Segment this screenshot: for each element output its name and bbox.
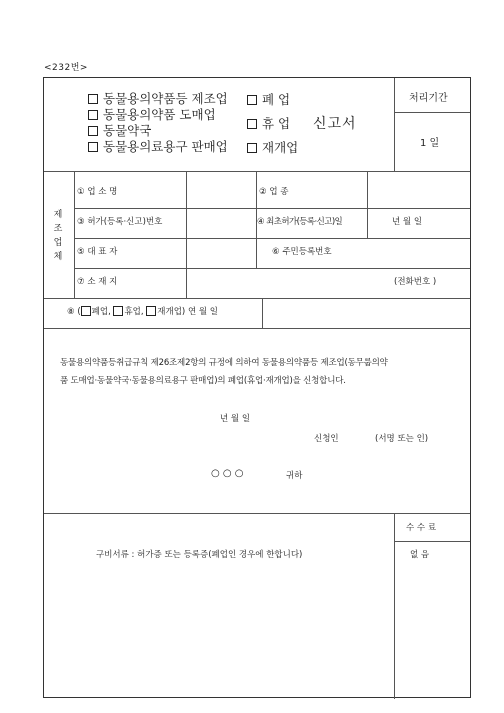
divider: [186, 268, 187, 298]
divider: [74, 268, 470, 269]
report-type-reopening: 재개업: [247, 138, 298, 156]
field-representative-label: ⑤ 대 표 자: [77, 247, 118, 257]
divider: [262, 298, 263, 328]
field-event-date-label: ⑧ ( 폐업, 휴업, 재개업) 연 월 일: [67, 307, 218, 317]
divider: [74, 208, 470, 209]
processing-period-value: 1 일: [420, 138, 440, 149]
field-first-license-date-label: ④ 최초허가(등록·신고)일: [257, 217, 343, 227]
manufacturer-section-label: 제 조 업 체: [53, 210, 63, 262]
divider: [44, 171, 470, 172]
divider: [394, 541, 470, 542]
checkbox[interactable]: [247, 143, 257, 153]
required-documents: 구비서류 : 허가증 또는 등록증(폐업인 경우에 한합니다): [96, 550, 303, 560]
checkbox[interactable]: [88, 126, 98, 136]
field-address-label: ⑦ 소 재 지: [77, 277, 118, 287]
recipient-suffix: 귀하: [286, 471, 303, 481]
field-phone-label: (전화번호 ): [394, 277, 437, 287]
divider: [44, 513, 470, 514]
processing-period-label: 처리기간: [409, 93, 448, 104]
report-type-suspension: 휴 업: [247, 114, 290, 132]
checkbox[interactable]: [247, 119, 257, 129]
field-business-name-label: ① 업 소 명: [77, 187, 118, 197]
checkbox[interactable]: [88, 110, 98, 120]
field-license-number-label: ③ 허가(등록·신고)번호: [77, 217, 163, 227]
checkbox[interactable]: [88, 142, 98, 152]
business-type-pharmacy: 동물약국: [88, 121, 151, 139]
divider: [74, 238, 470, 239]
fee-label: 수 수 료: [406, 523, 437, 533]
recipient-mark: ○ ○ ○: [211, 468, 244, 479]
declaration-line-2: 품 도매업·동물약국·동물용의료용구 판매업)의 폐업(휴업·재개업)을 신청합니다.: [60, 376, 346, 386]
checkbox[interactable]: [247, 95, 257, 105]
report-form: [43, 77, 471, 698]
field-first-license-date-value: 년 월 일: [392, 217, 423, 227]
checkbox[interactable]: [88, 94, 98, 104]
divider: [367, 171, 368, 238]
field-business-type-label: ② 업 종: [259, 187, 289, 197]
business-type-wholesale: 동물용의약품 도매업: [88, 105, 216, 123]
divider: [394, 112, 470, 113]
signature-label: (서명 또는 인): [375, 434, 429, 444]
applicant-label: 신청인: [314, 434, 339, 444]
report-title: 신고서: [313, 116, 357, 132]
divider: [186, 171, 187, 268]
fee-value: 없 음: [410, 550, 430, 560]
form-number: <232번>: [44, 63, 88, 73]
report-type-closure: 폐 업: [247, 90, 290, 108]
divider: [394, 78, 395, 171]
business-type-device-sales: 동물용의료용구 판매업: [88, 137, 228, 155]
business-type-manufacturing: 동물용의약품등 제조업: [88, 89, 228, 107]
checkbox[interactable]: [81, 306, 91, 316]
application-date: 년 월 일: [220, 414, 251, 424]
checkbox[interactable]: [146, 306, 156, 316]
divider: [44, 298, 470, 299]
declaration-line-1: 동물용의약품등취급규칙 제26조제2항의 규정에 의하여 동물용의약품등 제조업(동무룹의약: [60, 358, 388, 368]
field-resident-number-label: ⑥ 주민등록번호: [272, 247, 332, 257]
divider: [394, 513, 395, 699]
divider: [44, 328, 470, 329]
checkbox[interactable]: [113, 306, 123, 316]
divider: [74, 171, 75, 298]
